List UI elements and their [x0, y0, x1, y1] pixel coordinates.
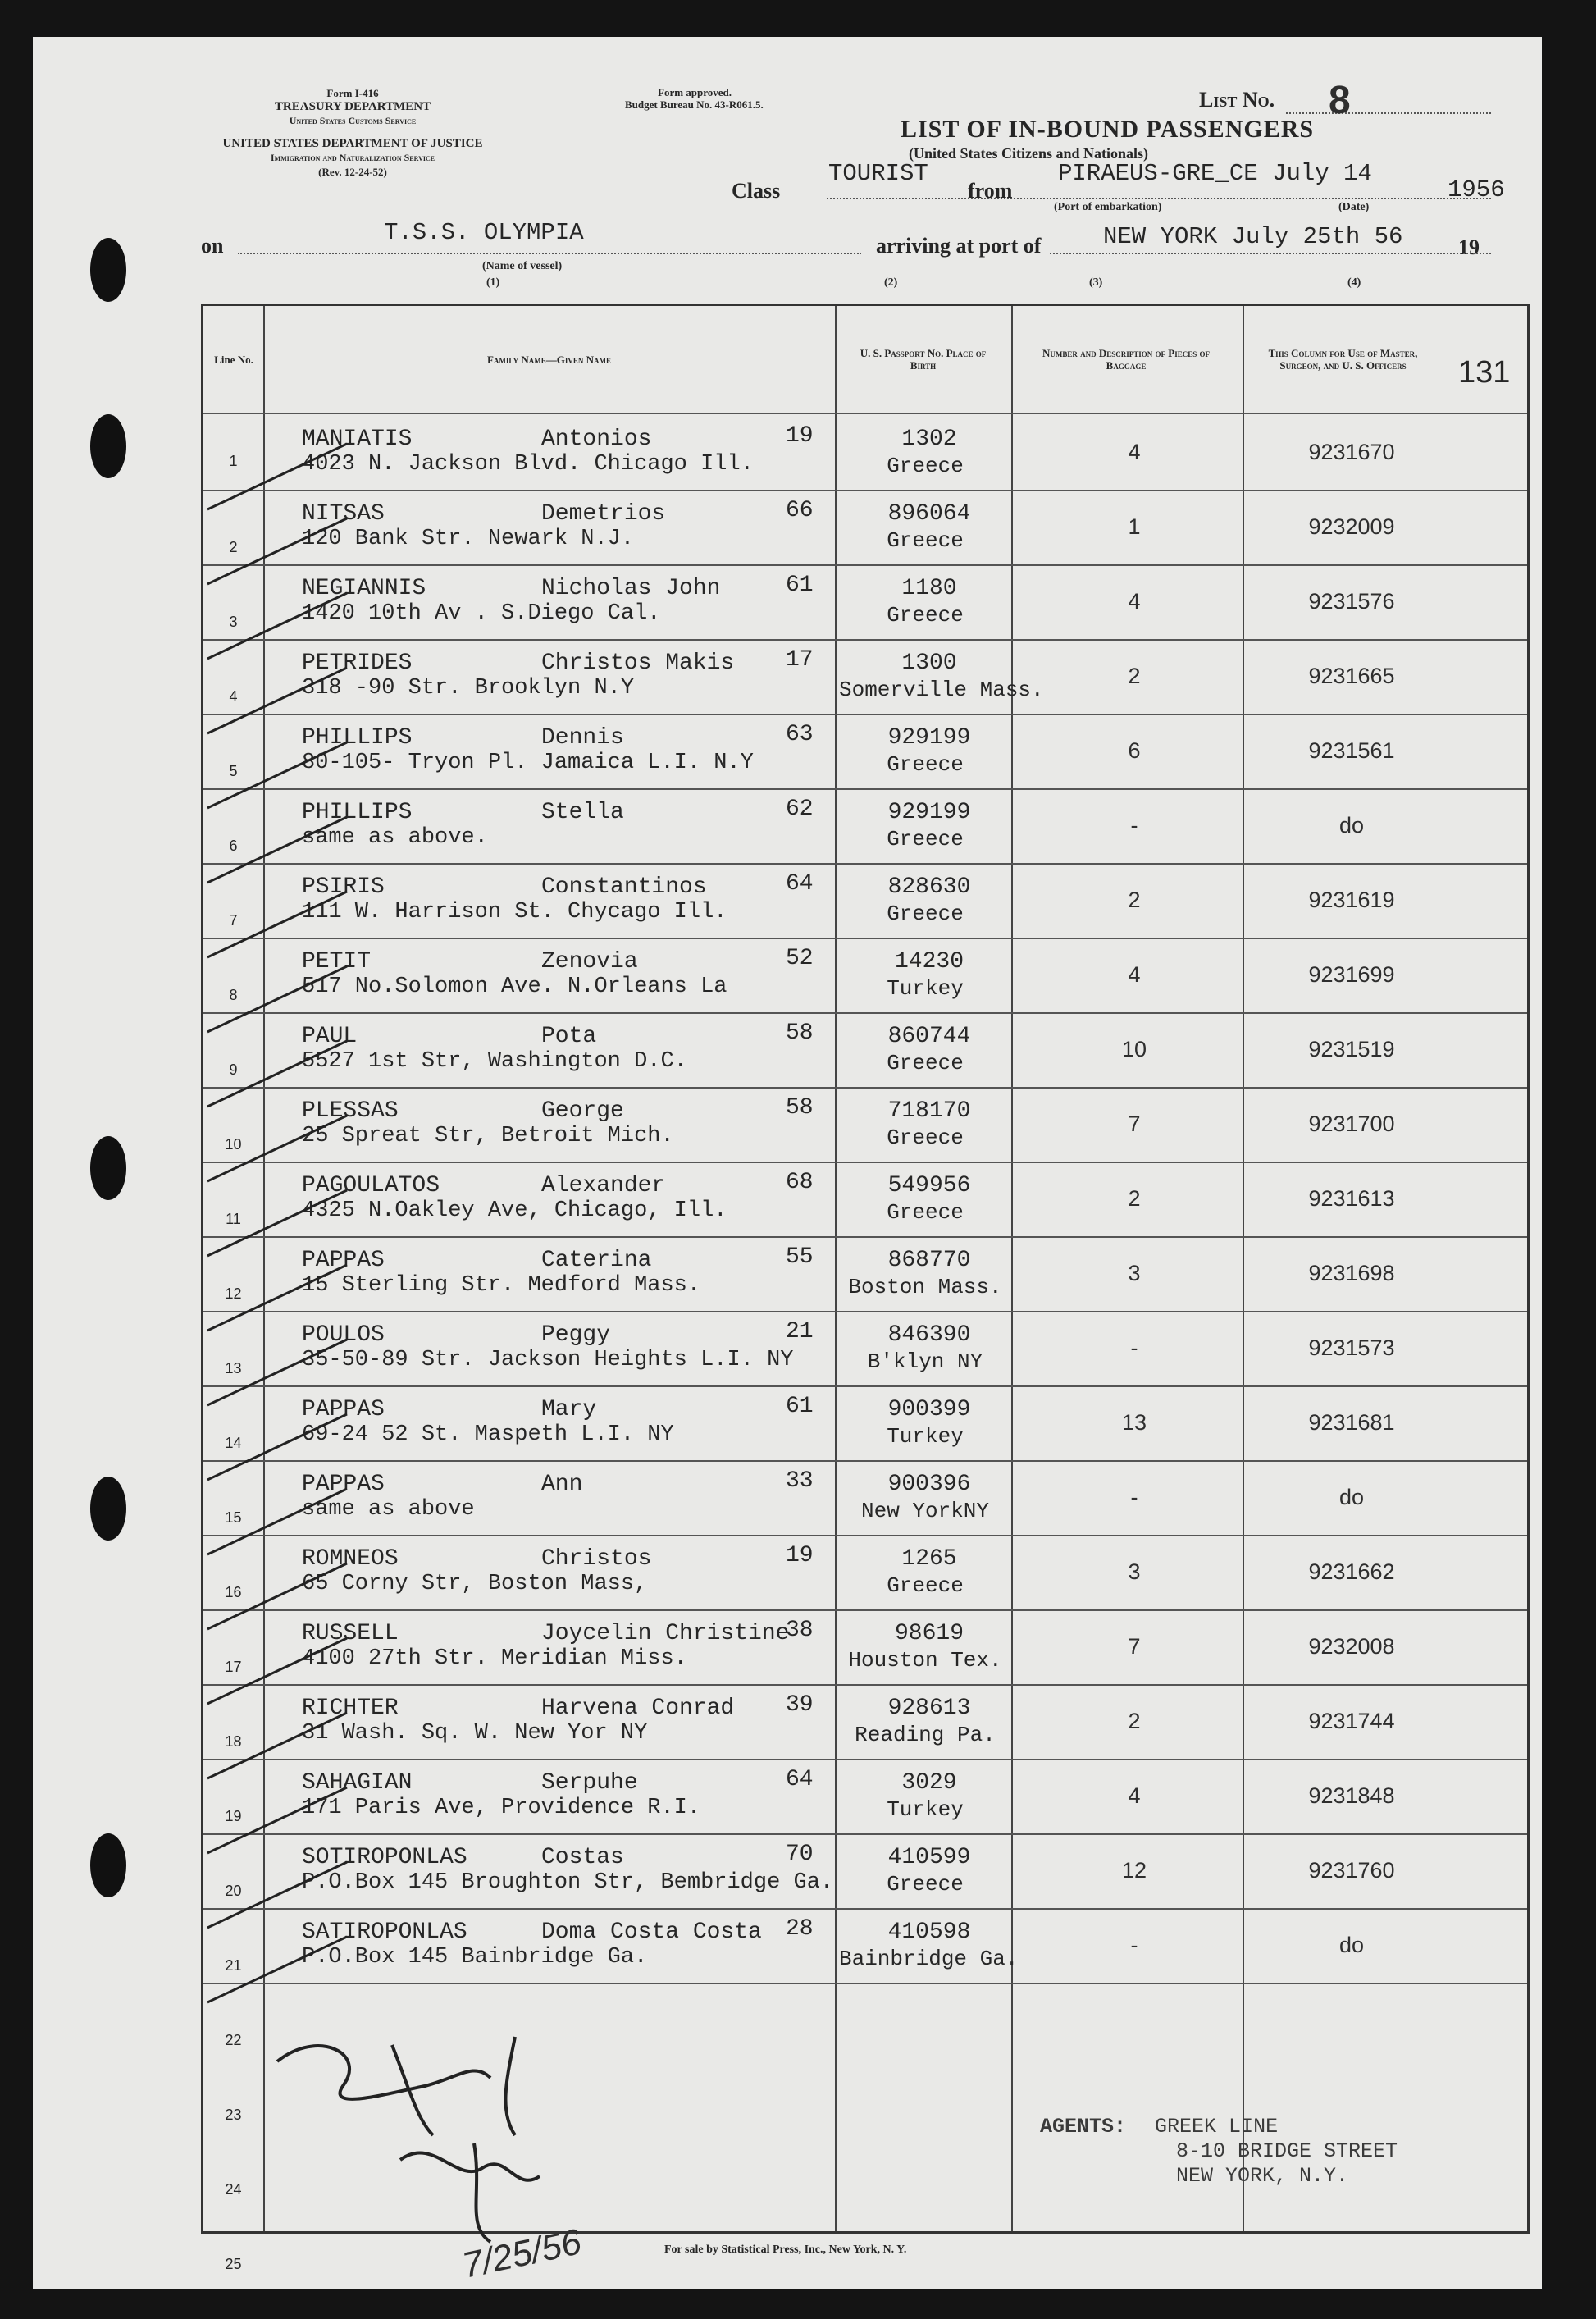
passport-no: 868770 — [887, 1248, 971, 1273]
rev-label: (Rev. 12-24-52) — [318, 166, 387, 178]
passenger-age: 62 — [786, 797, 814, 822]
line-number: 13 — [225, 1360, 242, 1376]
check-mark — [207, 1862, 347, 1928]
check-mark — [207, 1713, 347, 1778]
header-line-no: Line No. — [214, 353, 253, 366]
col-num-3: (3) — [1089, 276, 1103, 289]
passport-no: 900396 — [887, 1472, 971, 1497]
passenger-age: 58 — [786, 1020, 814, 1046]
address: 120 Bank Str. Newark N.J. — [302, 527, 635, 551]
col-num-2: (2) — [884, 276, 898, 289]
binder-hole — [90, 1136, 126, 1200]
passenger-age: 66 — [786, 498, 814, 523]
passport-no: 410598 — [887, 1920, 971, 1945]
baggage-count: 10 — [1121, 1037, 1147, 1061]
family-name: RUSSELL — [302, 1621, 399, 1646]
check-mark — [207, 1116, 347, 1181]
place-of-birth: Greece — [887, 827, 964, 851]
given-name: Constantinos — [541, 874, 707, 900]
check-mark — [207, 1638, 347, 1704]
family-name: PETRIDES — [302, 651, 413, 676]
address: 25 Spreat Str, Betroit Mich. — [302, 1124, 674, 1148]
line-number: 22 — [225, 2032, 242, 2048]
check-mark — [207, 1563, 347, 1629]
budget-bureau: Budget Bureau No. 43-R061.5. — [625, 98, 764, 111]
address: 4325 N.Oakley Ave, Chicago, Ill. — [302, 1198, 727, 1223]
address: 65 Corny Str, Boston Mass, — [302, 1572, 648, 1596]
from-line — [827, 198, 1491, 199]
passport-no: 3029 — [901, 1770, 957, 1796]
list-subtitle: (United States Citizens and Nationals) — [909, 145, 1149, 162]
family-name: SATIROPONLAS — [302, 1920, 467, 1945]
list-no-label: List No. — [1199, 88, 1275, 112]
check-mark — [207, 1190, 347, 1256]
baggage-count: - — [1130, 1485, 1138, 1509]
officer-code: 9231576 — [1308, 589, 1395, 614]
place-of-birth: Greece — [887, 1125, 964, 1150]
line-number: 5 — [229, 763, 238, 779]
signature-date: 7/25/56 — [458, 2221, 586, 2286]
family-name: NITSAS — [302, 501, 385, 527]
passenger-age: 64 — [786, 871, 814, 897]
officer-code: 9232009 — [1308, 514, 1395, 539]
passenger-age: 55 — [786, 1244, 814, 1270]
passenger-age: 17 — [786, 647, 814, 673]
address: 35-50-89 Str. Jackson Heights L.I. NY — [302, 1348, 794, 1372]
passport-no: 98619 — [894, 1621, 964, 1646]
family-name: RICHTER — [302, 1696, 399, 1721]
passenger-age: 19 — [786, 1543, 814, 1568]
list-no-line — [1286, 112, 1491, 114]
agents-line2: 8-10 BRIDGE STREET — [1176, 2139, 1398, 2163]
check-mark — [207, 1340, 347, 1405]
place-of-birth: Greece — [887, 1051, 964, 1075]
place-of-birth: B'klyn NY — [867, 1349, 983, 1374]
family-name: MANIATIS — [302, 427, 413, 452]
form-page — [33, 37, 1542, 2289]
family-name: PAPPAS — [302, 1472, 385, 1497]
passenger-age: 28 — [786, 1916, 814, 1942]
justice-block — [197, 137, 508, 179]
family-name: PSIRIS — [302, 874, 385, 900]
from-label: from — [968, 179, 1013, 203]
officer-code: 9231700 — [1308, 1112, 1395, 1136]
given-name: Christos — [541, 1546, 652, 1572]
given-name: Doma Costa Costa — [541, 1920, 762, 1945]
from-value: PIRAEUS-GRE_CE July 14 — [1058, 160, 1372, 187]
baggage-count: 2 — [1128, 1709, 1141, 1733]
passport-no: 900399 — [887, 1397, 971, 1422]
officer-code: 9231670 — [1308, 440, 1395, 464]
line-number: 11 — [226, 1211, 241, 1227]
passport-no: 1302 — [901, 427, 957, 452]
address: P.O.Box 145 Broughton Str, Bembridge Ga. — [302, 1870, 834, 1895]
baggage-count: 7 — [1128, 1634, 1141, 1659]
family-name: PAPPAS — [302, 1248, 385, 1273]
given-name: Alexander — [541, 1173, 666, 1198]
line-number: 19 — [225, 1808, 242, 1824]
place-of-birth: New YorkNY — [860, 1499, 990, 1523]
check-mark — [207, 518, 347, 584]
line-number: 2 — [229, 539, 238, 555]
vessel-caption: (Name of vessel) — [482, 260, 563, 272]
place-of-birth: Greece — [887, 1872, 964, 1897]
line-number: 24 — [225, 2181, 242, 2198]
place-of-birth: Turkey — [887, 1424, 964, 1449]
given-name: Pota — [541, 1024, 597, 1049]
ins-label: Immigration and Naturalization Service — [270, 152, 435, 163]
check-mark — [207, 1787, 347, 1853]
passport-no: 928613 — [887, 1696, 971, 1721]
footer-note: For sale by Statistical Press, Inc., New York, N. Y. — [664, 2244, 907, 2256]
family-name: NEGIANNIS — [302, 576, 426, 601]
officer-code: 9231698 — [1308, 1261, 1395, 1285]
address: 517 No.Solomon Ave. N.Orleans La — [302, 975, 727, 999]
col-num-4: (4) — [1347, 276, 1361, 289]
line-number: 10 — [225, 1136, 242, 1153]
given-name: Antonios — [541, 427, 652, 452]
passport-no: 929199 — [887, 725, 971, 751]
check-mark — [207, 966, 347, 1032]
officer-code: 9231561 — [1308, 738, 1395, 763]
family-name: PAUL — [302, 1024, 358, 1049]
header-officers: This Column for Use of Master, Surgeon, and U. S. Officers — [1268, 347, 1418, 372]
passenger-age: 33 — [786, 1468, 814, 1494]
family-name: PHILLIPS — [302, 800, 413, 825]
address: 1420 10th Av . S.Diego Cal. — [302, 601, 661, 626]
passenger-age: 68 — [786, 1170, 814, 1195]
list-no-value: 8 — [1329, 79, 1351, 122]
on-label: on — [201, 234, 224, 258]
arrival-line — [1050, 253, 1491, 254]
officer-code: 9231573 — [1308, 1335, 1395, 1360]
given-name: George — [541, 1098, 624, 1124]
form-approved: Form approved. — [658, 86, 732, 98]
date-value: 1956 — [1448, 176, 1505, 203]
passport-no: 1265 — [901, 1546, 957, 1572]
place-of-birth: Houston Tex. — [848, 1648, 1002, 1673]
check-mark — [207, 817, 347, 883]
line-number: 6 — [229, 838, 238, 854]
passport-no: 929199 — [887, 800, 971, 825]
given-name: Demetrios — [541, 501, 666, 527]
baggage-count: 3 — [1128, 1261, 1141, 1285]
check-mark — [207, 593, 347, 659]
arrival-value: NEW YORK July 25th 56 — [1103, 223, 1403, 250]
passport-no: 1180 — [901, 576, 957, 601]
passenger-age: 70 — [786, 1842, 814, 1867]
passenger-age: 19 — [786, 423, 814, 449]
given-name: Peggy — [541, 1322, 611, 1348]
approval-block — [625, 86, 764, 111]
baggage-count: 2 — [1128, 888, 1141, 912]
place-of-birth: Boston Mass. — [848, 1275, 1002, 1299]
officer-code: do — [1338, 813, 1365, 838]
given-name: Nicholas John — [541, 576, 721, 601]
baggage-count: 1 — [1128, 514, 1141, 539]
line-number: 23 — [225, 2107, 242, 2123]
given-name: Serpuhe — [541, 1770, 638, 1796]
family-name: PETIT — [302, 949, 372, 975]
header-baggage: Number and Description of Pieces of Baggage — [1042, 347, 1210, 372]
check-mark — [207, 892, 347, 957]
passport-no: 846390 — [887, 1322, 971, 1348]
place-of-birth: Greece — [887, 1200, 964, 1225]
place-of-birth: Greece — [887, 902, 964, 926]
address: 80-105- Tryon Pl. Jamaica L.I. N.Y — [302, 751, 754, 775]
agents-line1: GREEK LINE — [1155, 2115, 1279, 2139]
place-of-birth: Bainbridge Ga. — [839, 1947, 1019, 1971]
check-mark — [207, 1414, 347, 1480]
given-name: Costas — [541, 1845, 624, 1870]
baggage-count: 6 — [1128, 738, 1141, 763]
address: 171 Paris Ave, Providence R.I. — [302, 1796, 701, 1820]
passport-no: 549956 — [887, 1173, 971, 1198]
vessel-name: T.S.S. OLYMPIA — [384, 219, 584, 246]
officer-code: 9231760 — [1308, 1858, 1395, 1883]
family-name: POULOS — [302, 1322, 385, 1348]
binder-hole — [90, 1477, 126, 1541]
vessel-line — [238, 253, 861, 254]
address: 111 W. Harrison St. Chycago Ill. — [302, 900, 727, 924]
place-of-birth: Greece — [887, 603, 964, 628]
check-mark — [207, 742, 347, 808]
baggage-count: 12 — [1121, 1858, 1147, 1883]
passenger-age: 39 — [786, 1692, 814, 1718]
officer-code: 9231665 — [1308, 664, 1395, 688]
page-number: 131 — [1458, 355, 1511, 390]
line-number: 3 — [229, 614, 238, 630]
date-caption: (Date) — [1338, 201, 1370, 213]
baggage-count: 13 — [1121, 1410, 1147, 1435]
line-number: 15 — [225, 1509, 242, 1526]
officer-code: 9231848 — [1308, 1783, 1395, 1808]
address: same as above. — [302, 825, 488, 850]
address: 31 Wash. Sq. W. New Yor NY — [302, 1721, 648, 1746]
officer-code: 9232008 — [1308, 1634, 1395, 1659]
passport-no: 14230 — [894, 949, 964, 975]
family-name: PAGOULATOS — [302, 1173, 440, 1198]
place-of-birth: Turkey — [887, 976, 964, 1001]
place-of-birth: Greece — [887, 752, 964, 777]
binder-hole — [90, 1833, 126, 1897]
baggage-count: 4 — [1128, 962, 1141, 987]
baggage-count: - — [1130, 1335, 1138, 1360]
place-of-birth: Somerville Mass. — [839, 678, 1044, 702]
baggage-count: 7 — [1128, 1112, 1141, 1136]
passenger-age: 38 — [786, 1618, 814, 1643]
address: 5527 1st Str, Washington D.C. — [302, 1049, 687, 1074]
agents-line3: NEW YORK, N.Y. — [1176, 2164, 1349, 2188]
passport-no: 860744 — [887, 1024, 971, 1049]
place-of-birth: Reading Pa. — [855, 1723, 996, 1747]
address: 4023 N. Jackson Blvd. Chicago Ill. — [302, 452, 754, 477]
address: 69-24 52 St. Maspeth L.I. NY — [302, 1422, 674, 1447]
officer-code: 9231619 — [1308, 888, 1395, 912]
line-number: 7 — [229, 912, 238, 929]
baggage-count: - — [1130, 813, 1138, 838]
given-name: Stella — [541, 800, 624, 825]
passenger-age: 63 — [786, 722, 814, 747]
baggage-count: 4 — [1128, 1783, 1141, 1808]
family-name: PLESSAS — [302, 1098, 399, 1124]
line-number: 21 — [225, 1957, 242, 1974]
treasury-label: TREASURY DEPARTMENT — [274, 100, 431, 113]
form-id: Form I-416 — [326, 87, 379, 99]
address: 4100 27th Str. Meridian Miss. — [302, 1646, 687, 1671]
binder-hole — [90, 414, 126, 478]
line-number: 16 — [225, 1584, 242, 1600]
class-value: TOURIST — [828, 160, 928, 187]
line-number: 14 — [225, 1435, 242, 1451]
arriving-label: arriving at port of — [876, 234, 1042, 258]
port-embark-caption: (Port of embarkation) — [1054, 201, 1162, 213]
officer-code: 9231613 — [1308, 1186, 1395, 1211]
officer-code: do — [1338, 1485, 1365, 1509]
passenger-age: 58 — [786, 1095, 814, 1121]
passport-no: 718170 — [887, 1098, 971, 1124]
check-mark — [207, 1265, 347, 1331]
officer-code: 9231662 — [1308, 1559, 1395, 1584]
passport-no: 1300 — [901, 651, 957, 676]
justice-label: UNITED STATES DEPARTMENT OF JUSTICE — [222, 137, 483, 150]
check-mark — [207, 1489, 347, 1554]
officer-code: 9231681 — [1308, 1410, 1395, 1435]
line-number: 8 — [229, 987, 238, 1003]
class-label: Class — [732, 179, 781, 203]
baggage-count: 2 — [1128, 1186, 1141, 1211]
passport-no: 828630 — [887, 874, 971, 900]
check-mark — [207, 1041, 347, 1107]
officer-code: 9231744 — [1308, 1709, 1395, 1733]
place-of-birth: Greece — [887, 528, 964, 553]
place-of-birth: Turkey — [887, 1797, 964, 1822]
family-name: SAHAGIAN — [302, 1770, 413, 1796]
passenger-age: 61 — [786, 573, 814, 598]
family-name: PHILLIPS — [302, 725, 413, 751]
passenger-age: 61 — [786, 1394, 814, 1419]
given-name: Caterina — [541, 1248, 652, 1273]
line-number: 1 — [229, 453, 238, 469]
place-of-birth: Greece — [887, 1573, 964, 1598]
officer-code: 9231699 — [1308, 962, 1395, 987]
family-name: ROMNEOS — [302, 1546, 399, 1572]
customs-label: United States Customs Service — [289, 115, 417, 126]
address: P.O.Box 145 Bainbridge Ga. — [302, 1945, 648, 1970]
passenger-age: 21 — [786, 1319, 814, 1344]
given-name: Joycelin Christine — [541, 1621, 790, 1646]
place-of-birth: Greece — [887, 454, 964, 478]
officer-code: 9231519 — [1308, 1037, 1395, 1061]
binder-hole — [90, 238, 126, 302]
passport-no: 896064 — [887, 501, 971, 527]
given-name: Ann — [541, 1472, 583, 1497]
family-name: PAPPAS — [302, 1397, 385, 1422]
check-mark — [207, 1937, 347, 2002]
address: 318 -90 Str. Brooklyn N.Y — [302, 676, 635, 701]
given-name: Mary — [541, 1397, 597, 1422]
address: same as above — [302, 1497, 475, 1522]
line-number: 18 — [225, 1733, 242, 1750]
line-number: 20 — [225, 1883, 242, 1899]
check-mark — [207, 444, 347, 509]
given-name: Christos Makis — [541, 651, 735, 676]
given-name: Zenovia — [541, 949, 638, 975]
header-name: Family Name—Given Name — [486, 353, 611, 366]
baggage-count: 4 — [1128, 589, 1141, 614]
line-number: 17 — [225, 1659, 242, 1675]
address: 15 Sterling Str. Medford Mass. — [302, 1273, 701, 1298]
checkmarks-overlay — [203, 306, 1527, 2231]
line-number: 9 — [229, 1061, 238, 1078]
form-agency-block — [205, 86, 500, 128]
given-name: Dennis — [541, 725, 624, 751]
passenger-age: 64 — [786, 1767, 814, 1792]
header-passport: U. S. Passport No. Place of Birth — [860, 347, 987, 372]
baggage-count: 2 — [1128, 664, 1141, 688]
line-number: 12 — [225, 1285, 242, 1302]
baggage-count: 4 — [1128, 440, 1141, 464]
check-mark — [207, 668, 347, 733]
baggage-count: 3 — [1128, 1559, 1141, 1584]
agents-label: AGENTS: — [1040, 2115, 1127, 2139]
baggage-count: - — [1130, 1933, 1138, 1957]
passport-no: 410599 — [887, 1845, 971, 1870]
family-name: SOTIROPONLAS — [302, 1845, 467, 1870]
officer-code: do — [1338, 1933, 1365, 1957]
passenger-age: 52 — [786, 946, 814, 971]
arrival-year: 19 — [1458, 235, 1480, 259]
col-num-1: (1) — [486, 276, 500, 289]
line-number: 4 — [229, 688, 238, 705]
given-name: Harvena Conrad — [541, 1696, 735, 1721]
list-title: LIST OF IN-BOUND PASSENGERS — [901, 116, 1315, 143]
line-number: 25 — [225, 2256, 242, 2272]
